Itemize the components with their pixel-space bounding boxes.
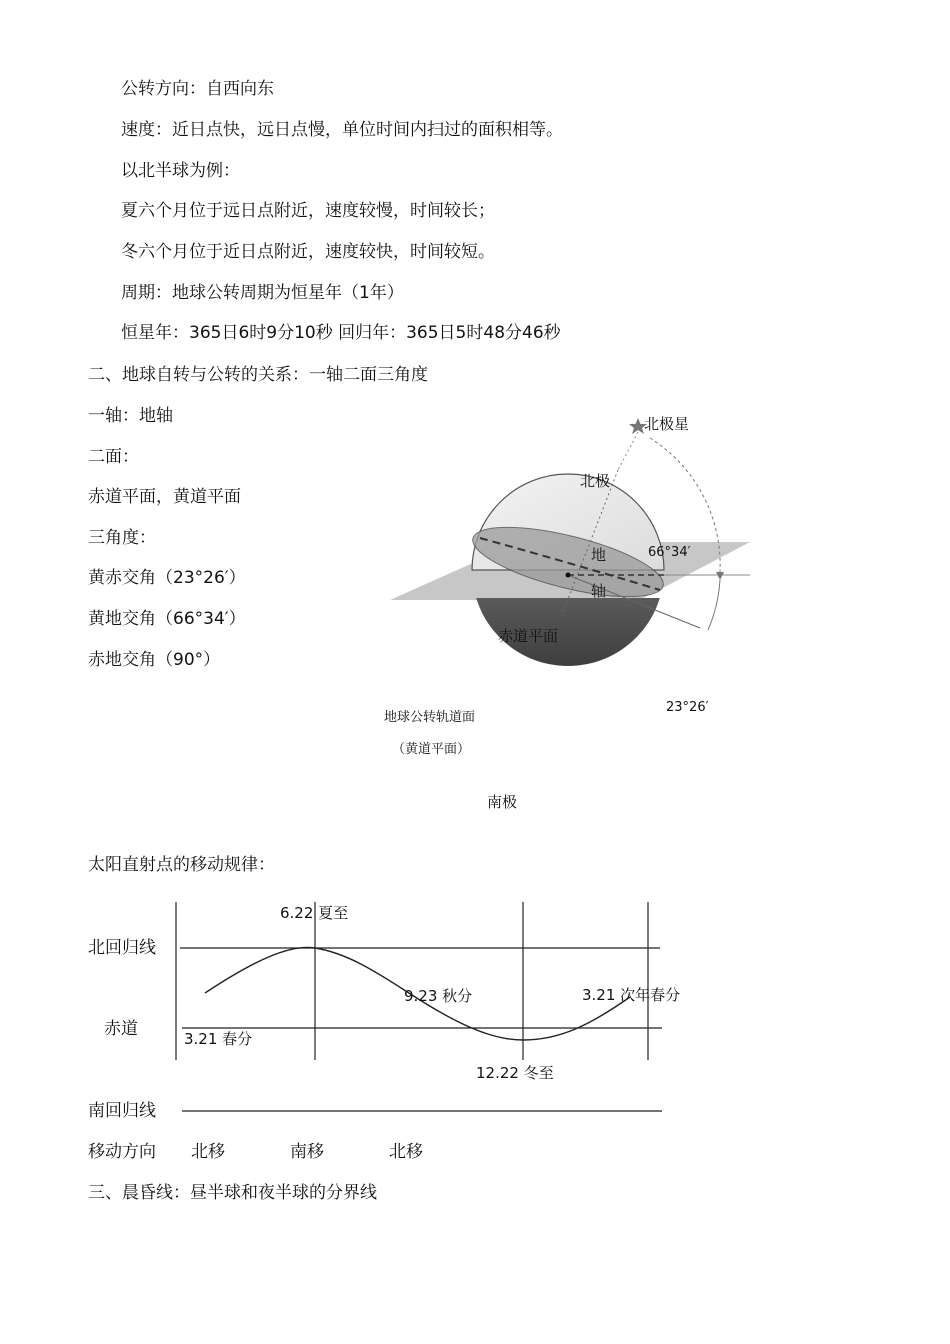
- winter-solstice-label: 12.22 冬至: [476, 1064, 554, 1082]
- move-north-2: 北移: [389, 1142, 423, 1162]
- tropic-cancer-label: 北回归线: [88, 938, 156, 958]
- next-spring-equinox-label: 3.21 次年春分: [582, 986, 681, 1004]
- polaris-label: 北极星: [644, 415, 690, 433]
- axis-char-zhou: 轴: [591, 582, 607, 600]
- south-pole-label: 南极: [487, 793, 518, 811]
- autumn-equinox-label: 9.23 秋分: [404, 987, 473, 1005]
- angle-ecliptic-equator: 黄赤交角（23°26′）: [88, 568, 246, 588]
- move-south: 南移: [290, 1142, 324, 1162]
- spring-equinox-label: 3.21 春分: [184, 1030, 253, 1048]
- summer-note: 夏六个月位于远日点附近，速度较慢，时间较长；: [121, 201, 495, 221]
- axis-char-di: 地: [591, 546, 607, 564]
- angle-equator-axis: 赤地交角（90°）: [88, 650, 221, 670]
- north-pole-label: 北极: [580, 472, 611, 490]
- summer-solstice-label: 6.22 夏至: [280, 904, 349, 922]
- axis-line: 一轴：地轴: [88, 406, 173, 426]
- winter-note: 冬六个月位于近日点附近，速度较快，时间较短。: [121, 242, 495, 262]
- planes-line: 赤道平面，黄道平面: [88, 487, 241, 507]
- planes-title: 二面：: [88, 447, 139, 467]
- ecliptic-plane-label: （黄道平面）: [392, 742, 471, 757]
- revolution-speed: 速度：近日点快，远日点慢，单位时间内扫过的面积相等。: [121, 120, 563, 140]
- equator-plane-label: 赤道平面: [498, 627, 559, 645]
- period-note: 周期：地球公转周期为恒星年（1年）: [121, 283, 404, 303]
- revolution-direction: 公转方向：自西向东: [121, 79, 274, 99]
- tropic-capricorn-label: 南回归线: [88, 1101, 156, 1121]
- angle-ecliptic-axis: 黄地交角（66°34′）: [88, 609, 246, 629]
- move-north-1: 北移: [191, 1142, 225, 1162]
- sun-point-title: 太阳直射点的移动规律：: [88, 855, 275, 875]
- angle-2326-label: 23°26′: [666, 700, 709, 715]
- terminator-heading: 三、晨昏线：昼半球和夜半球的分界线: [88, 1183, 377, 1203]
- relation-heading: 二、地球自转与公转的关系：一轴二面三角度: [88, 365, 428, 385]
- equator-label: 赤道: [104, 1019, 138, 1039]
- direction-label: 移动方向: [88, 1142, 156, 1162]
- angle-6634-label: 66°34′: [648, 545, 691, 560]
- example-intro: 以北半球为例：: [121, 161, 240, 181]
- year-lengths: 恒星年：365日6时9分10秒 回归年：365日5时48分46秒: [121, 323, 561, 343]
- orbit-plane-label: 地球公转轨道面: [384, 710, 476, 725]
- angles-title: 三角度：: [88, 528, 156, 548]
